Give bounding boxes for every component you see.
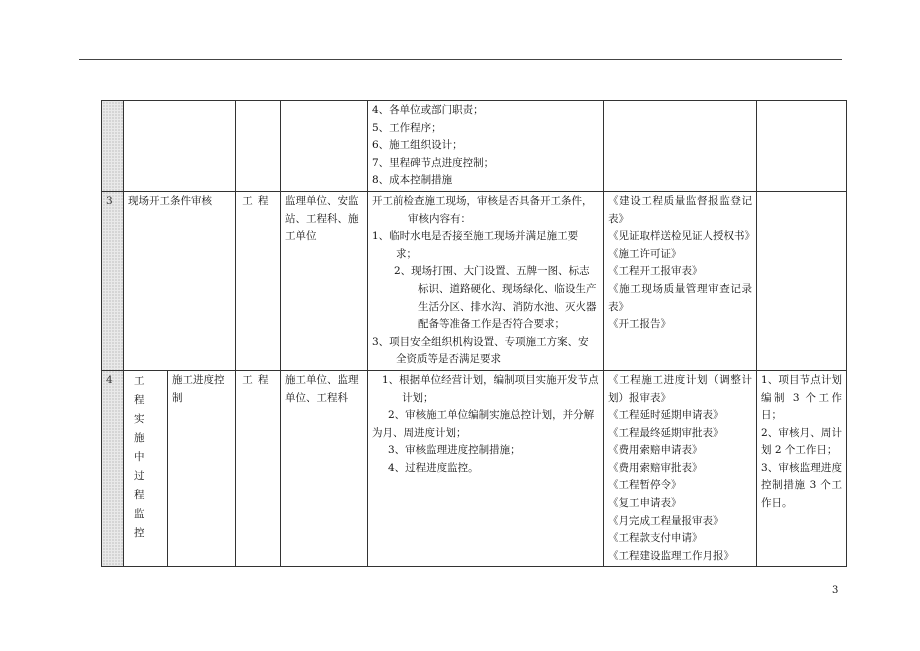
row-number-cell: 4	[102, 370, 124, 567]
content-cell	[368, 191, 604, 370]
unit-cell	[236, 101, 281, 192]
header-rule	[79, 59, 842, 60]
content-line: 1、根据单位经营计划，编制项目实施开发节点计划；	[382, 373, 599, 404]
item-cell: 现场开工条件审核	[124, 191, 236, 370]
form-item: 《施工现场质量管理审查记录表》	[608, 282, 752, 313]
form-item: 《工程施工进度计划（调整计划）报审表》	[608, 373, 752, 404]
content-intro: 开工前检查施工现场，审核是否具备开工条件，审核内容有：	[372, 194, 593, 225]
forms-cell	[604, 370, 757, 567]
content-line: 2、审核施工单位编制实施总控计划，并分解为月、周进度计划；	[372, 409, 595, 439]
row-number-cell: 3	[102, 191, 124, 370]
time-line: 1、项目节点计划编制 3 个工作日；	[761, 373, 842, 422]
time-line: 2、审核月、周计划 2 个工作日；	[761, 426, 842, 457]
unit-cell	[236, 191, 281, 370]
form-item: 《工程延时延期申请表》	[608, 409, 724, 422]
unit-label: 工程	[242, 373, 274, 386]
form-item: 《工程开工报审表》	[608, 265, 703, 278]
form-item: 《月完成工程量报审表》	[608, 514, 724, 527]
content-line: 1、临时水电是否接至施工现场并满足施工要求；	[372, 230, 579, 260]
form-item: 《开工报告》	[608, 318, 671, 331]
content-line: 5、工作程序；	[372, 121, 442, 134]
form-item: 《工程款支付申请》	[608, 532, 703, 545]
time-cell	[757, 191, 847, 370]
sub-item-cell: 施工进度控制	[168, 370, 236, 567]
form-item: 《复工申请表》	[608, 497, 682, 510]
table-row	[102, 370, 847, 567]
form-item: 《费用索赔审批表》	[608, 461, 703, 474]
content-line: 3、项目安全组织机构设置、专项施工方案、安全资质等是否满足要求	[372, 335, 589, 366]
time-line: 3、审核监理进度控制措施 3 个工作日。	[761, 461, 842, 510]
content-line: 7、里程碑节点进度控制；	[372, 156, 495, 169]
forms-cell	[604, 101, 757, 192]
form-item: 《费用索赔申请表》	[608, 444, 703, 457]
dept-cell	[281, 101, 368, 192]
form-item: 《建设工程质量监督报监登记表》	[608, 194, 752, 225]
form-item: 《施工许可证》	[608, 247, 682, 260]
content-line: 4、各单位或部门职责；	[372, 104, 484, 116]
content-line: 4、过程进度监控。	[388, 461, 479, 474]
form-item: 《工程建设监理工作月报》	[608, 549, 734, 562]
form-item: 《见证取样送检见证人授权书》	[608, 230, 755, 243]
content-line: 3、审核监理进度控制措施；	[388, 444, 521, 457]
form-item: 《工程暂停令》	[608, 479, 682, 492]
forms-cell	[604, 191, 757, 370]
content-cell	[368, 101, 604, 192]
process-table	[101, 100, 847, 567]
table-row	[102, 101, 847, 192]
page-number: 3	[832, 585, 839, 596]
dept-cell: 施工单位、监理单位、工程科	[281, 370, 368, 567]
dept-cell: 监理单位、安监站、工程科、施工单位	[281, 191, 368, 370]
content-line: 2、现场打围、大门设置、五牌一图、标志标识、道路硬化、现场绿化、临设生产生活分区、排水沟、消防水池、灭火器配备等准备工作是否符合要求；	[394, 265, 597, 331]
item-cell	[124, 101, 236, 192]
row-number-cell	[102, 101, 124, 192]
item-cell	[124, 370, 168, 567]
item-label-vertical: 工程实施中过程监控	[134, 374, 145, 539]
unit-label: 工程	[242, 194, 274, 207]
time-cell	[757, 101, 847, 192]
content-line: 6、施工组织设计；	[372, 139, 463, 152]
content-cell	[368, 370, 604, 567]
table-row	[102, 191, 847, 370]
form-item: 《工程最终延期审批表》	[608, 426, 724, 439]
unit-cell	[236, 370, 281, 567]
content-line: 8、成本控制措施	[372, 174, 453, 187]
time-cell	[757, 370, 847, 567]
